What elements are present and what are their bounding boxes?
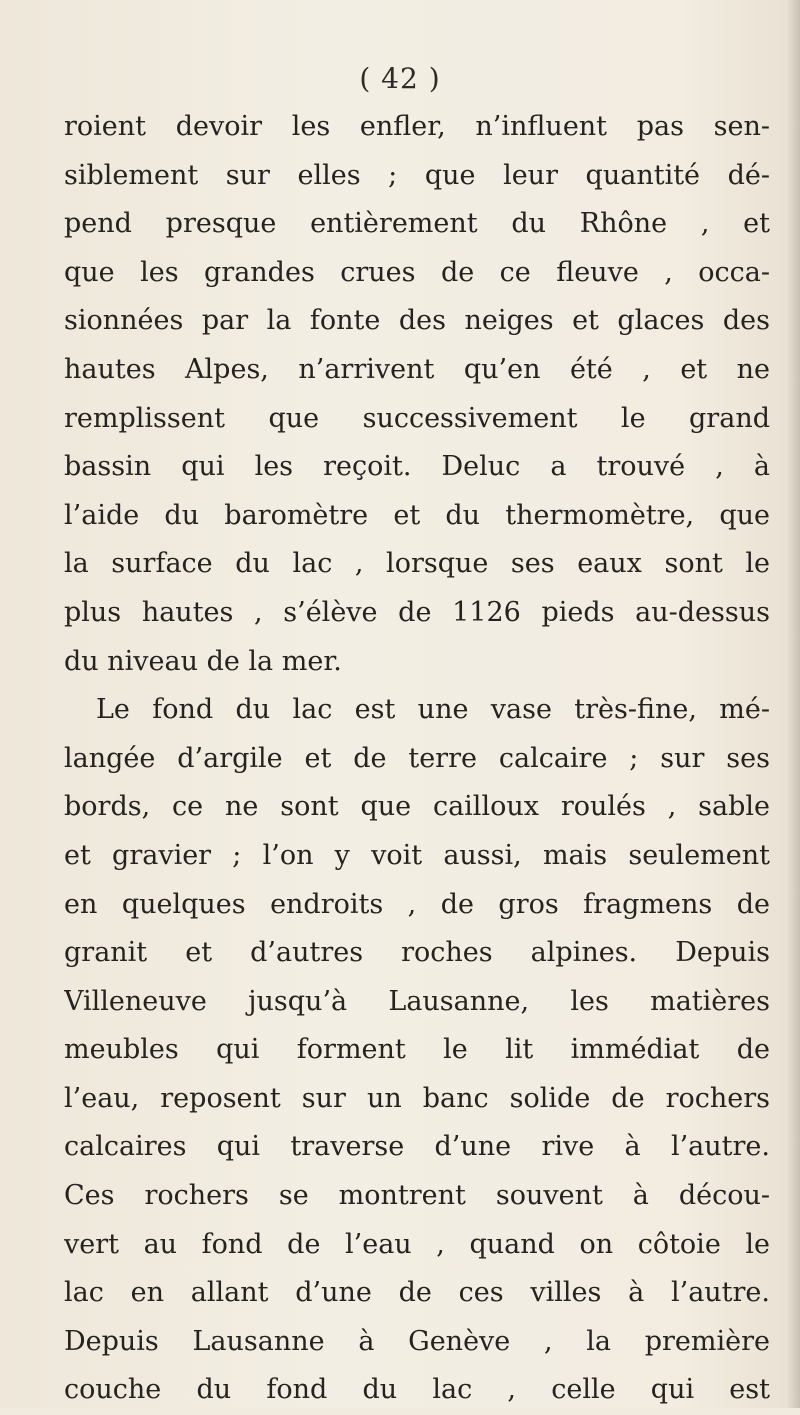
text-line: que les grandes crues de ce fleuve , occa-: [64, 256, 770, 288]
page-edge-shadow: [786, 0, 800, 1408]
text-line: granit et d’autres roches alpines. Depuis: [64, 937, 770, 969]
text-line: bords, ce ne sont que cailloux roulés , sable: [64, 791, 770, 823]
text-line: l’aide du baromètre et du thermomètre, que: [64, 499, 770, 531]
text-line: pend presque entièrement du Rhône , et: [64, 208, 770, 240]
text-line: Ces rochers se montrent souvent à décou-: [64, 1180, 770, 1212]
body-text: [64, 103, 770, 1415]
text-line: Depuis Lausanne à Genève , la première: [64, 1325, 770, 1357]
page-number: ( 42 ): [359, 62, 441, 95]
text-line: langée d’argile et de terre calcaire ; sur ses: [64, 742, 770, 774]
text-line: et gravier ; l’on y voit aussi, mais seulement: [64, 839, 770, 871]
text-line: sionnées par la fonte des neiges et glaces des: [64, 305, 770, 337]
text-line: Villeneuve jusqu’à Lausanne, les matières: [64, 985, 770, 1017]
text-line: la surface du lac , lorsque ses eaux sont le: [64, 548, 770, 580]
text-line: plus hautes , s’élève de 1126 pieds au-dessus: [64, 596, 770, 628]
text-line: calcaires qui traverse d’une rive à l’autre.: [64, 1131, 770, 1163]
text-line: l’eau, reposent sur un banc solide de rochers: [64, 1082, 770, 1114]
text-line: roient devoir les enfler, n’influent pas sen-: [64, 111, 770, 142]
text-line: bassin qui les reçoit. Deluc a trouvé , à: [64, 451, 770, 483]
paragraph-end-line: du niveau de la mer.: [64, 645, 342, 677]
text-line: vert au fond de l’eau , quand on côtoie le: [64, 1228, 770, 1260]
text-line: meubles qui forment le lit immédiat de: [64, 1034, 770, 1066]
text-line: hautes Alpes, n’arrivent qu’en été , et ne: [64, 353, 770, 385]
text-line: remplissent que successivement le grand: [64, 402, 770, 434]
text-line: couche du fond du lac , celle qui est: [64, 1374, 770, 1406]
text-line: lac en allant d’une de ces villes à l’autre.: [64, 1277, 770, 1309]
paragraph-start-line: Le fond du lac est une vase très-fine, mé-: [96, 694, 770, 726]
text-line: siblement sur elles ; que leur quantité dé-: [64, 159, 770, 191]
text-line: en quelques endroits , de gros fragmens de: [64, 888, 770, 920]
